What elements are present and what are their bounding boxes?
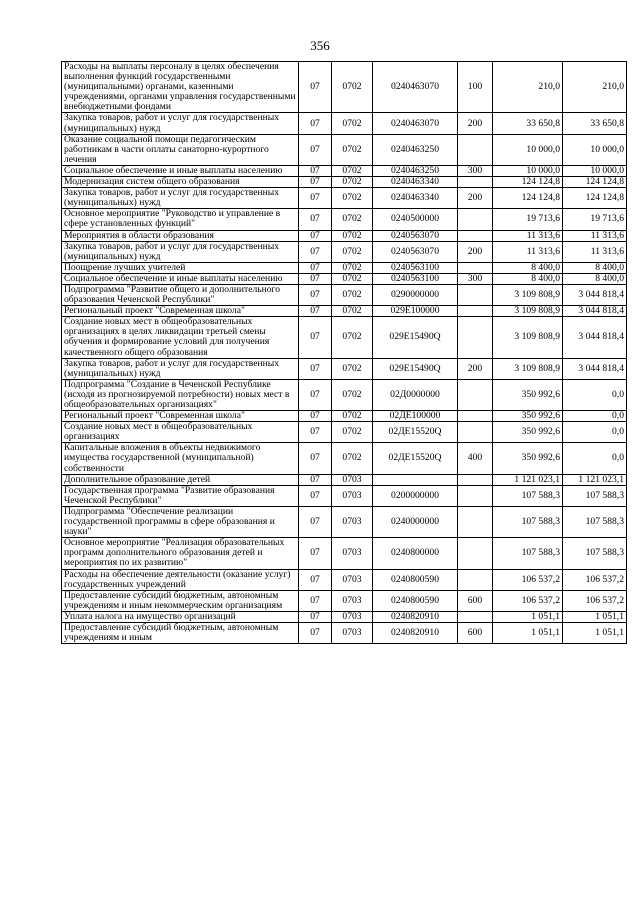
amount-year-2: 124 124,8: [563, 177, 627, 188]
amount-year-2: 11 313,6: [563, 241, 627, 262]
amount-year-2: 106 537,2: [563, 569, 627, 590]
table-row: [62, 474, 627, 485]
amount-year-1: 350 992,6: [493, 443, 563, 474]
subsection-code: 0702: [332, 134, 373, 165]
subsection-code: 0702: [332, 262, 373, 273]
row-name: Государственная программа "Развитие образования Чеченской Республики": [62, 485, 299, 506]
row-name: Поощрение лучших учителей: [62, 262, 299, 273]
section-code: 07: [299, 273, 332, 284]
amount-year-2: 8 400,0: [563, 262, 627, 273]
amount-year-2: 107 588,3: [563, 506, 627, 537]
table-row: [62, 622, 627, 643]
expense-type-code: [458, 379, 493, 410]
target-article-code: 02Д0000000: [373, 379, 458, 410]
table-row: [62, 611, 627, 622]
amount-year-2: 1 051,1: [563, 622, 627, 643]
subsection-code: 0703: [332, 506, 373, 537]
table-row: [62, 177, 627, 188]
amount-year-1: 10 000,0: [493, 134, 563, 165]
subsection-code: 0703: [332, 485, 373, 506]
amount-year-1: 107 588,3: [493, 506, 563, 537]
expense-type-code: [458, 611, 493, 622]
amount-year-1: 1 051,1: [493, 611, 563, 622]
section-code: 07: [299, 411, 332, 422]
amount-year-1: 106 537,2: [493, 569, 563, 590]
subsection-code: 0702: [332, 306, 373, 317]
row-name: Социальное обеспечение и иные выплаты населению: [62, 273, 299, 284]
row-name: Основное мероприятие "Руководство и управление в сфере установленных функций": [62, 209, 299, 230]
amount-year-2: 107 588,3: [563, 485, 627, 506]
section-code: 07: [299, 611, 332, 622]
expense-type-code: [458, 230, 493, 241]
row-name: Модернизация систем общего образования: [62, 177, 299, 188]
table-row: [62, 379, 627, 410]
row-name: Предоставление субсидий бюджетным, автономным учреждениям и иным: [62, 622, 299, 643]
amount-year-2: 106 537,2: [563, 590, 627, 611]
amount-year-1: 19 713,6: [493, 209, 563, 230]
expense-type-code: [458, 177, 493, 188]
expense-type-code: 400: [458, 443, 493, 474]
subsection-code: 0703: [332, 569, 373, 590]
amount-year-1: 11 313,6: [493, 241, 563, 262]
expense-type-code: 300: [458, 273, 493, 284]
subsection-code: 0702: [332, 177, 373, 188]
subsection-code: 0702: [332, 188, 373, 209]
target-article-code: 0240463070: [373, 62, 458, 113]
expense-type-code: [458, 411, 493, 422]
expense-type-code: [458, 134, 493, 165]
amount-year-1: 3 109 808,9: [493, 284, 563, 305]
table-row: [62, 188, 627, 209]
row-name: Уплата налога на имущество организаций: [62, 611, 299, 622]
subsection-code: 0702: [332, 379, 373, 410]
table-row: [62, 306, 627, 317]
subsection-code: 0702: [332, 422, 373, 443]
target-article-code: 0240800590: [373, 569, 458, 590]
expense-type-code: [458, 284, 493, 305]
table-row: [62, 262, 627, 273]
expense-type-code: [458, 485, 493, 506]
section-code: 07: [299, 262, 332, 273]
row-name: Закупка товаров, работ и услуг для государственных (муниципальных) нужд: [62, 241, 299, 262]
target-article-code: 0240463250: [373, 165, 458, 176]
subsection-code: 0702: [332, 113, 373, 134]
target-article-code: 0240800590: [373, 590, 458, 611]
expense-type-code: 200: [458, 358, 493, 379]
row-name: Региональный проект "Современная школа": [62, 411, 299, 422]
row-name: Закупка товаров, работ и услуг для государственных (муниципальных) нужд: [62, 188, 299, 209]
expense-type-code: 200: [458, 113, 493, 134]
amount-year-2: 1 121 023,1: [563, 474, 627, 485]
target-article-code: 0240563070: [373, 241, 458, 262]
amount-year-1: 33 650,8: [493, 113, 563, 134]
amount-year-2: 0,0: [563, 411, 627, 422]
subsection-code: 0702: [332, 230, 373, 241]
subsection-code: 0703: [332, 590, 373, 611]
target-article-code: 0290000000: [373, 284, 458, 305]
amount-year-1: 350 992,6: [493, 411, 563, 422]
page-number: 356: [310, 38, 330, 53]
table-row: [62, 443, 627, 474]
amount-year-1: 1 051,1: [493, 622, 563, 643]
table-row: [62, 273, 627, 284]
subsection-code: 0703: [332, 611, 373, 622]
table-row: [62, 422, 627, 443]
amount-year-2: 124 124,8: [563, 188, 627, 209]
target-article-code: 0240820910: [373, 622, 458, 643]
section-code: 07: [299, 165, 332, 176]
target-article-code: 0240563100: [373, 262, 458, 273]
budget-table-body: [62, 62, 627, 644]
section-code: 07: [299, 485, 332, 506]
amount-year-2: 0,0: [563, 422, 627, 443]
amount-year-1: 8 400,0: [493, 273, 563, 284]
expense-type-code: [458, 209, 493, 230]
section-code: 07: [299, 538, 332, 569]
expense-type-code: [458, 306, 493, 317]
section-code: 07: [299, 177, 332, 188]
target-article-code: 0240800000: [373, 538, 458, 569]
expense-type-code: 200: [458, 241, 493, 262]
section-code: 07: [299, 113, 332, 134]
amount-year-1: 124 124,8: [493, 188, 563, 209]
table-row: [62, 209, 627, 230]
target-article-code: 0240563070: [373, 230, 458, 241]
row-name: Создание новых мест в общеобразовательных организациях в целях ликвидации третьей смены обучения и формирование условий для получения качественного общего образования: [62, 317, 299, 358]
amount-year-2: 10 000,0: [563, 165, 627, 176]
row-name: Закупка товаров, работ и услуг для государственных (муниципальных) нужд: [62, 113, 299, 134]
row-name: Дополнительное образование детей: [62, 474, 299, 485]
amount-year-2: 10 000,0: [563, 134, 627, 165]
table-row: [62, 165, 627, 176]
target-article-code: 0240463070: [373, 113, 458, 134]
row-name: Расходы на выплаты персоналу в целях обеспечения выполнения функций государственными (муниципальными) органами, казенными учреждениями, органами управления государственными внебюджетными фондами: [62, 62, 299, 113]
row-name: Предоставление субсидий бюджетным, автономным учреждениям и иным некоммерческим организациям: [62, 590, 299, 611]
target-article-code: 02ДЕ15520Q: [373, 443, 458, 474]
section-code: 07: [299, 306, 332, 317]
section-code: 07: [299, 188, 332, 209]
target-article-code: 0240000000: [373, 506, 458, 537]
expense-type-code: [458, 262, 493, 273]
table-row: [62, 317, 627, 358]
table-row: [62, 411, 627, 422]
table-row: [62, 284, 627, 305]
amount-year-2: 3 044 818,4: [563, 358, 627, 379]
table-row: [62, 506, 627, 537]
amount-year-1: 350 992,6: [493, 379, 563, 410]
subsection-code: 0702: [332, 317, 373, 358]
expense-type-code: [458, 317, 493, 358]
section-code: 07: [299, 569, 332, 590]
amount-year-1: 8 400,0: [493, 262, 563, 273]
target-article-code: 0240820910: [373, 611, 458, 622]
amount-year-2: 3 044 818,4: [563, 284, 627, 305]
expense-type-code: [458, 422, 493, 443]
amount-year-1: 106 537,2: [493, 590, 563, 611]
amount-year-1: 210,0: [493, 62, 563, 113]
amount-year-2: 33 650,8: [563, 113, 627, 134]
amount-year-2: 1 051,1: [563, 611, 627, 622]
amount-year-1: 3 109 808,9: [493, 306, 563, 317]
subsection-code: 0703: [332, 474, 373, 485]
amount-year-2: 11 313,6: [563, 230, 627, 241]
amount-year-1: 350 992,6: [493, 422, 563, 443]
target-article-code: 0240500000: [373, 209, 458, 230]
target-article-code: 0240463250: [373, 134, 458, 165]
expense-type-code: 200: [458, 188, 493, 209]
amount-year-1: 124 124,8: [493, 177, 563, 188]
target-article-code: 029E15490Q: [373, 317, 458, 358]
expense-type-code: 300: [458, 165, 493, 176]
expense-type-code: 600: [458, 590, 493, 611]
amount-year-2: 0,0: [563, 443, 627, 474]
target-article-code: 0240463340: [373, 188, 458, 209]
table-row: [62, 241, 627, 262]
expense-type-code: 600: [458, 622, 493, 643]
expense-type-code: [458, 474, 493, 485]
section-code: 07: [299, 209, 332, 230]
table-row: [62, 134, 627, 165]
table-row: [62, 538, 627, 569]
table-row: [62, 485, 627, 506]
section-code: 07: [299, 134, 332, 165]
subsection-code: 0703: [332, 622, 373, 643]
section-code: 07: [299, 474, 332, 485]
amount-year-2: 0,0: [563, 379, 627, 410]
section-code: 07: [299, 358, 332, 379]
section-code: 07: [299, 62, 332, 113]
table-row: [62, 569, 627, 590]
section-code: 07: [299, 506, 332, 537]
expense-type-code: 100: [458, 62, 493, 113]
row-name: Расходы на обеспечение деятельности (оказание услуг) государственных учреждений: [62, 569, 299, 590]
subsection-code: 0703: [332, 538, 373, 569]
subsection-code: 0702: [332, 443, 373, 474]
expense-type-code: [458, 569, 493, 590]
row-name: Основное мероприятие "Реализация образовательных программ дополнительного образования детей и мероприятия по их развитию": [62, 538, 299, 569]
row-name: Мероприятия в области образования: [62, 230, 299, 241]
amount-year-1: 107 588,3: [493, 538, 563, 569]
amount-year-1: 10 000,0: [493, 165, 563, 176]
subsection-code: 0702: [332, 358, 373, 379]
amount-year-1: 3 109 808,9: [493, 358, 563, 379]
table-row: [62, 230, 627, 241]
amount-year-1: 1 121 023,1: [493, 474, 563, 485]
budget-table: [61, 61, 627, 644]
target-article-code: 0240463340: [373, 177, 458, 188]
subsection-code: 0702: [332, 273, 373, 284]
amount-year-2: 3 044 818,4: [563, 306, 627, 317]
amount-year-1: 107 588,3: [493, 485, 563, 506]
amount-year-2: 210,0: [563, 62, 627, 113]
section-code: 07: [299, 422, 332, 443]
table-row: [62, 590, 627, 611]
target-article-code: 029E100000: [373, 306, 458, 317]
table-row: [62, 358, 627, 379]
amount-year-2: 107 588,3: [563, 538, 627, 569]
subsection-code: 0702: [332, 284, 373, 305]
row-name: Закупка товаров, работ и услуг для государственных (муниципальных) нужд: [62, 358, 299, 379]
section-code: 07: [299, 317, 332, 358]
amount-year-2: 19 713,6: [563, 209, 627, 230]
target-article-code: 029E15490Q: [373, 358, 458, 379]
target-article-code: [373, 474, 458, 485]
section-code: 07: [299, 443, 332, 474]
expense-type-code: [458, 506, 493, 537]
expense-type-code: [458, 538, 493, 569]
row-name: Подпрограмма "Развитие общего и дополнительного образования Чеченской Республики": [62, 284, 299, 305]
amount-year-2: 3 044 818,4: [563, 317, 627, 358]
section-code: 07: [299, 241, 332, 262]
row-name: Капитальные вложения в объекты недвижимого имущества государственной (муниципальной) собственности: [62, 443, 299, 474]
row-name: Создание новых мест в общеобразовательных организациях: [62, 422, 299, 443]
target-article-code: 02ДЕ15520Q: [373, 422, 458, 443]
table-row: [62, 62, 627, 113]
row-name: Социальное обеспечение и иные выплаты населению: [62, 165, 299, 176]
section-code: 07: [299, 590, 332, 611]
target-article-code: 02ДЕ100000: [373, 411, 458, 422]
target-article-code: 0240563100: [373, 273, 458, 284]
section-code: 07: [299, 379, 332, 410]
section-code: 07: [299, 622, 332, 643]
row-name: Подпрограмма "Обеспечение реализации государственной программы в сфере образования и науки": [62, 506, 299, 537]
section-code: 07: [299, 230, 332, 241]
amount-year-1: 3 109 808,9: [493, 317, 563, 358]
amount-year-1: 11 313,6: [493, 230, 563, 241]
section-code: 07: [299, 284, 332, 305]
table-row: [62, 113, 627, 134]
subsection-code: 0702: [332, 62, 373, 113]
subsection-code: 0702: [332, 241, 373, 262]
subsection-code: 0702: [332, 411, 373, 422]
row-name: Региональный проект "Современная школа": [62, 306, 299, 317]
row-name: Подпрограмма "Создание в Чеченской Республике (исходя из прогнозируемой потребности) новых мест в общеобразовательных организациях": [62, 379, 299, 410]
subsection-code: 0702: [332, 165, 373, 176]
row-name: Оказание социальной помощи педагогическим работникам в части оплаты санаторно-курортного лечения: [62, 134, 299, 165]
amount-year-2: 8 400,0: [563, 273, 627, 284]
target-article-code: 0200000000: [373, 485, 458, 506]
subsection-code: 0702: [332, 209, 373, 230]
